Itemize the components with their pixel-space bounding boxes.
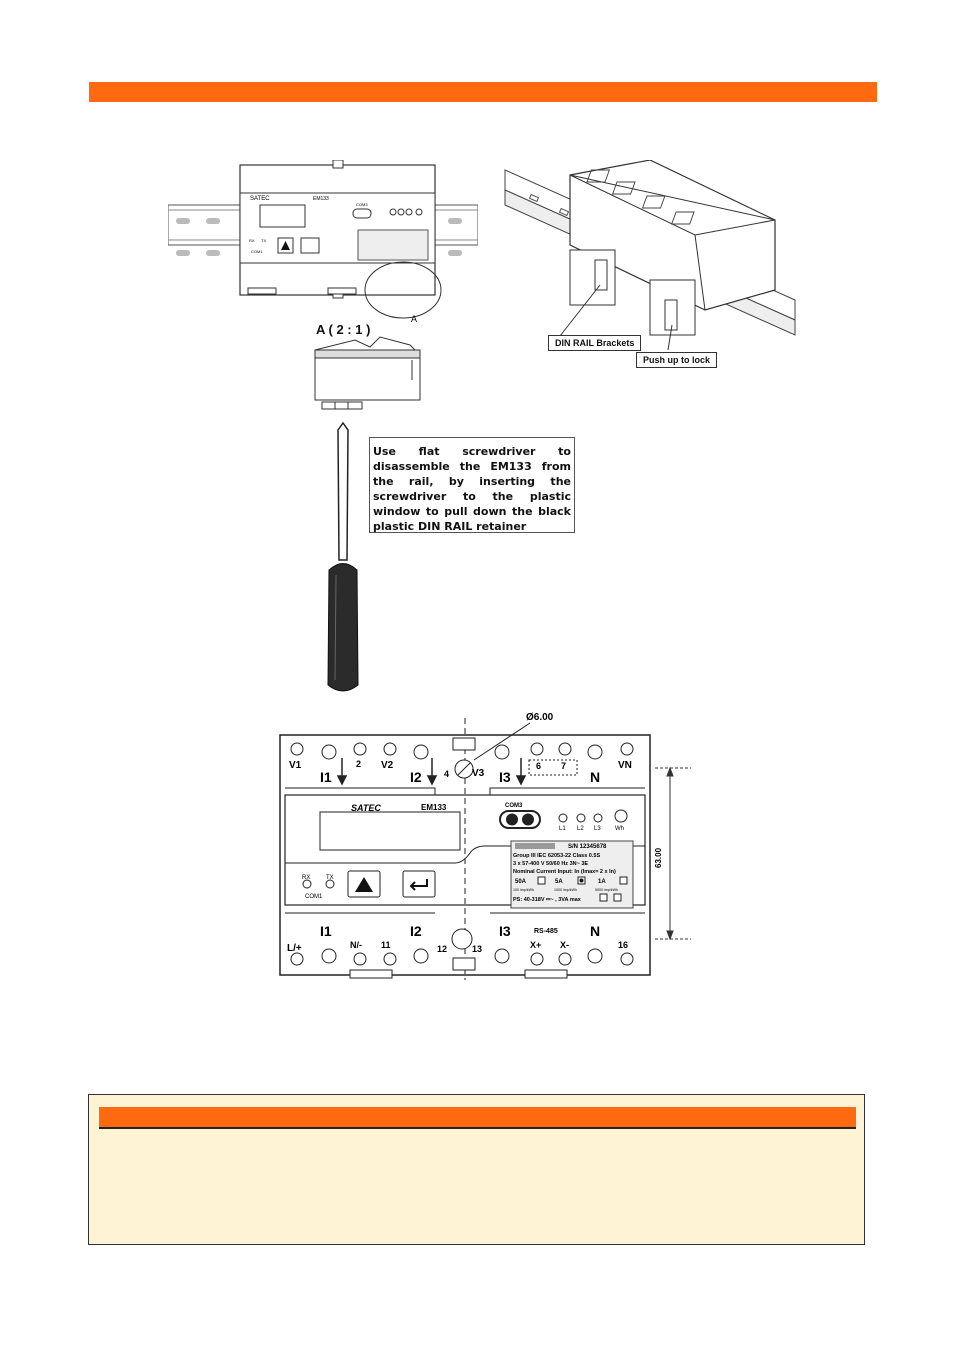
led-l1: L1 [559, 826, 566, 832]
com3-text-small: COM3 [356, 202, 368, 207]
plate-rating-50a: 50A [515, 879, 527, 885]
led-l3: L3 [594, 826, 601, 832]
plate-imp-2: 1000 imp/kWh [554, 888, 577, 892]
terminal-v2: V2 [381, 760, 394, 771]
top-current-i2: I2 [410, 769, 422, 785]
terminal-11: 11 [381, 940, 391, 950]
terminal-vn: VN [618, 760, 632, 771]
plate-line3: Nominal Current Input: In (Imax= 2 x In) [513, 869, 616, 875]
top-current-i3: I3 [499, 769, 511, 785]
bottom-current-i2: I2 [410, 923, 422, 939]
terminal-6: 6 [536, 761, 542, 771]
terminal-4: 4 [444, 769, 450, 779]
terminal-x-minus: X- [560, 940, 569, 950]
detail-callout-label: A [411, 314, 418, 324]
terminal-l-plus: L/+ [287, 943, 302, 954]
bottom-current-i3: I3 [499, 923, 511, 939]
plate-imp-3: 5000 imp/kWh [595, 888, 618, 892]
tx-text-small: TX [261, 238, 267, 243]
note-box [88, 1094, 865, 1245]
terminal-x-plus: X+ [530, 940, 542, 950]
model-text-small: EM133 [313, 196, 329, 202]
terminal-16: 16 [618, 940, 629, 950]
height-dimension-label: 63.00 [654, 847, 663, 868]
plate-line1: Group III IEC 62053-22 Class 0.5S [513, 853, 601, 859]
plate-rating-5a: 5A [555, 879, 563, 885]
plate-ps: PS: 40-318V ⎓~ , 3VA max [513, 897, 581, 903]
terminal-v1: V1 [289, 760, 302, 771]
note-header-bar [99, 1107, 856, 1129]
din-rail-isometric-figure [500, 160, 800, 360]
detail-scale-label: A ( 2 : 1 ) [316, 322, 371, 337]
rx-text-small: RX [249, 238, 255, 243]
front-com3: COM3 [505, 803, 523, 809]
top-current-i1: I1 [320, 769, 332, 785]
led-l2: L2 [577, 826, 584, 832]
din-rail-brackets-label: DIN RAIL Brackets [548, 335, 641, 351]
brand-text-small: SATEC [250, 196, 270, 202]
front-tx: TX [326, 875, 334, 881]
diameter-label: Ø6.00 [526, 712, 554, 723]
front-com1: COM1 [305, 894, 323, 900]
terminal-7: 7 [561, 761, 567, 771]
bottom-current-n: N [590, 923, 601, 939]
plate-serial: S/N 12345678 [568, 844, 607, 850]
plate-line2: 3 x 57-400 V 50/60 Hz 3N~ 3E [513, 861, 589, 867]
terminal-13: 13 [472, 944, 483, 954]
em133-front-view-drawing [275, 708, 695, 988]
led-wh: Wh [615, 826, 624, 832]
front-brand: SATEC [351, 803, 381, 813]
plate-imp-1: 100 imp/kWh [513, 888, 534, 892]
terminal-v3: V3 [472, 768, 485, 779]
terminal-2: 2 [356, 759, 362, 769]
bottom-current-i1: I1 [320, 923, 332, 939]
section-header-bar [89, 82, 877, 102]
com1-text-small: COM1 [251, 249, 263, 254]
front-rx: RX [302, 875, 311, 881]
top-current-n: N [590, 769, 601, 785]
push-up-to-lock-label: Push up to lock [636, 352, 717, 368]
rs485-label: RS-485 [534, 928, 558, 935]
plate-rating-1a: 1A [598, 879, 606, 885]
screwdriver-instruction: Use flat screwdriver to disassemble the EM133 from the rail, by inserting the screwdriver to the plastic window to pull down the black plastic DIN RAIL retainer [369, 437, 575, 533]
front-model: EM133 [421, 803, 447, 812]
terminal-n-minus: N/- [350, 940, 362, 950]
terminal-12: 12 [437, 944, 448, 954]
